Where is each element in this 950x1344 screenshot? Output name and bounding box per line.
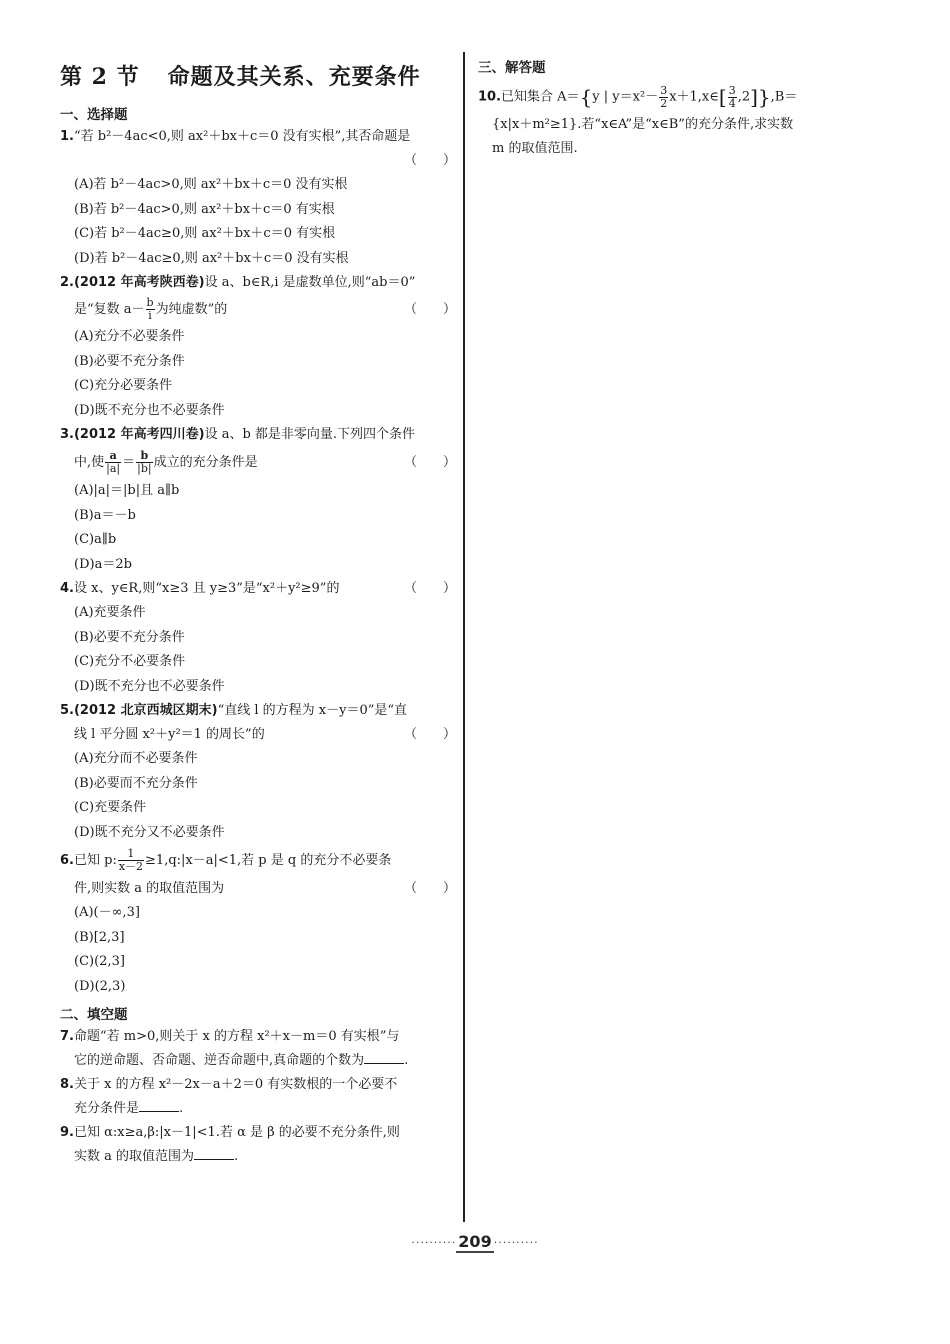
question-stem: 已知 α:x≥a,β:|x－1|<1.若 α 是 β 的必要不充分条件,则	[73, 1125, 400, 1140]
question-stem: 中,使	[74, 455, 105, 470]
section-title	[60, 60, 460, 91]
question-number: 10.	[478, 89, 502, 105]
answer-paren: （ ）	[403, 153, 456, 168]
option-a: (A)充分而不必要条件	[74, 751, 198, 766]
fraction	[136, 450, 152, 475]
fraction-denominator: x－2	[118, 860, 144, 873]
question-3	[60, 423, 460, 577]
question-stem: ,B＝	[770, 89, 798, 105]
option-b: (B)必要不充分条件	[74, 353, 185, 369]
left-column	[60, 52, 460, 1169]
question-stem: ≥1,q:|x－a|<1,若 p 是 q 的充分不必要条	[145, 853, 392, 868]
question-stem: 件,则实数 a 的取值范围为	[74, 881, 225, 896]
question-number: 3.	[60, 427, 74, 442]
question-number: 5.	[60, 703, 74, 718]
option-d: (D)a＝2b	[74, 556, 132, 572]
option-b: (B)[2,3]	[74, 929, 125, 945]
fraction-numerator: 3	[728, 83, 736, 97]
question-stem: 它的逆命题、否命题、逆否命题中,真命题的个数为	[74, 1053, 365, 1068]
question-stem: “直线 l 的方程为 x－y＝0”是“直	[217, 703, 408, 718]
question-stem: 设 x、y∈R,则“x≥3 且 y≥3”是“x²＋y²≥9”的	[73, 581, 340, 596]
question-6	[60, 845, 460, 999]
answer-paren: （ ）	[403, 302, 456, 317]
question-stem: 已知集合 A＝	[501, 89, 580, 105]
right-bracket: ]	[750, 85, 758, 109]
question-stem: 成立的充分条件是	[153, 455, 258, 470]
question-stem: 已知 p:	[73, 853, 117, 868]
option-c: (C)充分必要条件	[74, 378, 173, 393]
question-stem: 线 l 平分圆 x²＋y²＝1 的周长”的	[74, 727, 265, 742]
answer-blank[interactable]	[194, 1147, 234, 1160]
question-number: 6.	[60, 853, 74, 868]
option-a: (A)充分不必要条件	[74, 329, 185, 344]
option-b: (B)必要不充分条件	[74, 629, 185, 645]
option-c: (C)a∥b	[74, 532, 117, 547]
fraction	[659, 85, 668, 110]
fraction	[118, 848, 144, 873]
question-8	[60, 1073, 460, 1121]
option-d: (D)既不充分又不必要条件	[74, 824, 225, 840]
fraction-numerator: 3	[660, 83, 668, 97]
option-c: (C)若 b²－4ac≥0,则 ax²＋bx＋c＝0 有实根	[74, 226, 336, 241]
column-divider	[463, 52, 465, 1222]
question-stem: 为纯虚数”的	[155, 302, 228, 317]
question-9	[60, 1121, 460, 1169]
fraction-denominator: i	[148, 309, 152, 322]
heading-answer: 三、解答题	[478, 60, 546, 76]
answer-paren: （ ）	[403, 881, 456, 896]
answer-blank[interactable]	[364, 1051, 404, 1064]
heading-fill: 二、填空题	[60, 1007, 128, 1023]
question-1	[60, 125, 460, 271]
set-builder: x＋1,x∈	[669, 89, 719, 105]
question-number: 1.	[60, 129, 74, 144]
period: .	[179, 1101, 184, 1116]
leader-dots: ··········	[493, 1236, 539, 1249]
option-d: (D)若 b²－4ac≥0,则 ax²＋bx＋c＝0 没有实根	[74, 250, 349, 266]
fraction	[146, 297, 155, 322]
fraction-denominator: 2	[660, 96, 668, 110]
question-source: (2012 北京西城区期末)	[73, 703, 218, 718]
option-b: (B)a＝－b	[74, 507, 136, 523]
option-b: (B)必要而不充分条件	[74, 775, 198, 791]
option-a: (A)(－∞,3]	[74, 905, 140, 920]
period: .	[234, 1149, 239, 1164]
question-source: (2012 年高考四川卷)	[73, 427, 205, 442]
option-c: (C)充分不必要条件	[74, 654, 186, 669]
answer-blank[interactable]	[139, 1099, 179, 1112]
page-number: 209	[458, 1232, 492, 1251]
answer-paren: （ ）	[403, 455, 456, 470]
option-c: (C)充要条件	[74, 800, 147, 815]
heading-choice: 一、选择题	[60, 107, 128, 123]
fraction-denominator: |b|	[137, 462, 152, 475]
option-a: (A)若 b²－4ac>0,则 ax²＋bx＋c＝0 没有实根	[74, 177, 348, 192]
fraction-numerator: a	[105, 450, 121, 463]
question-source: (2012 年高考陕西卷)	[73, 275, 205, 290]
section-title-text: 命题及其关系、充要条件	[167, 64, 421, 90]
equals-sign: ＝	[122, 455, 136, 470]
question-number: 4.	[60, 581, 74, 596]
fraction-numerator: b	[136, 450, 152, 463]
question-stem: {x|x＋m²≥1}.若“x∈A”是“x∈B”的充分条件,求实数	[492, 116, 794, 132]
question-stem: 命题“若 m>0,则关于 x 的方程 x²＋x－m＝0 有实根”与	[73, 1029, 400, 1044]
question-stem: 是“复数 a－	[74, 302, 145, 317]
question-stem: 设 a、b∈R,i 是虚数单位,则“ab＝0”	[204, 275, 416, 290]
option-b: (B)若 b²－4ac>0,则 ax²＋bx＋c＝0 有实根	[74, 201, 335, 217]
question-10	[478, 82, 878, 161]
answer-paren: （ ）	[403, 581, 456, 596]
question-2	[60, 271, 460, 423]
question-4	[60, 577, 460, 699]
question-stem: m 的取值范围.	[492, 140, 578, 156]
answer-paren: （ ）	[403, 727, 456, 742]
option-d: (D)既不充分也不必要条件	[74, 678, 225, 694]
question-number: 8.	[60, 1077, 74, 1092]
fraction-denominator: |a|	[106, 462, 121, 475]
question-stem: 实数 a 的取值范围为	[74, 1149, 195, 1164]
interval-end: ,2	[737, 89, 751, 105]
question-stem: 充分条件是	[74, 1101, 140, 1116]
left-bracket: [	[718, 85, 727, 109]
question-5	[60, 699, 460, 845]
fraction-numerator: b	[146, 296, 154, 309]
page-number-footer	[0, 1232, 950, 1253]
option-a: (A)充要条件	[74, 605, 146, 620]
right-brace: }	[757, 85, 771, 109]
option-a: (A)|a|＝|b|且 a∥b	[74, 483, 180, 498]
fraction	[728, 85, 737, 110]
fraction-denominator: 4	[728, 96, 736, 110]
section-number: 第 2 节	[60, 64, 140, 90]
period: .	[404, 1053, 409, 1068]
right-column	[478, 52, 878, 161]
question-number: 9.	[60, 1125, 74, 1140]
fraction	[105, 450, 121, 475]
set-builder: y | y＝x²－	[592, 89, 659, 105]
question-7	[60, 1025, 460, 1073]
question-stem: 设 a、b 都是非零向量.下列四个条件	[204, 427, 416, 442]
left-brace: {	[579, 85, 593, 109]
option-d: (D)(2,3)	[74, 978, 126, 994]
leader-dots: ··········	[411, 1236, 457, 1249]
question-stem: “若 b²－4ac<0,则 ax²＋bx＋c＝0 没有实根”,其否命题是	[73, 129, 411, 144]
question-number: 7.	[60, 1029, 74, 1044]
option-c: (C)(2,3]	[74, 954, 125, 969]
fraction-numerator: 1	[118, 848, 144, 861]
question-stem: 关于 x 的方程 x²－2x－a＋2＝0 有实数根的一个必要不	[73, 1077, 398, 1092]
option-d: (D)既不充分也不必要条件	[74, 402, 225, 418]
question-number: 2.	[60, 275, 74, 290]
